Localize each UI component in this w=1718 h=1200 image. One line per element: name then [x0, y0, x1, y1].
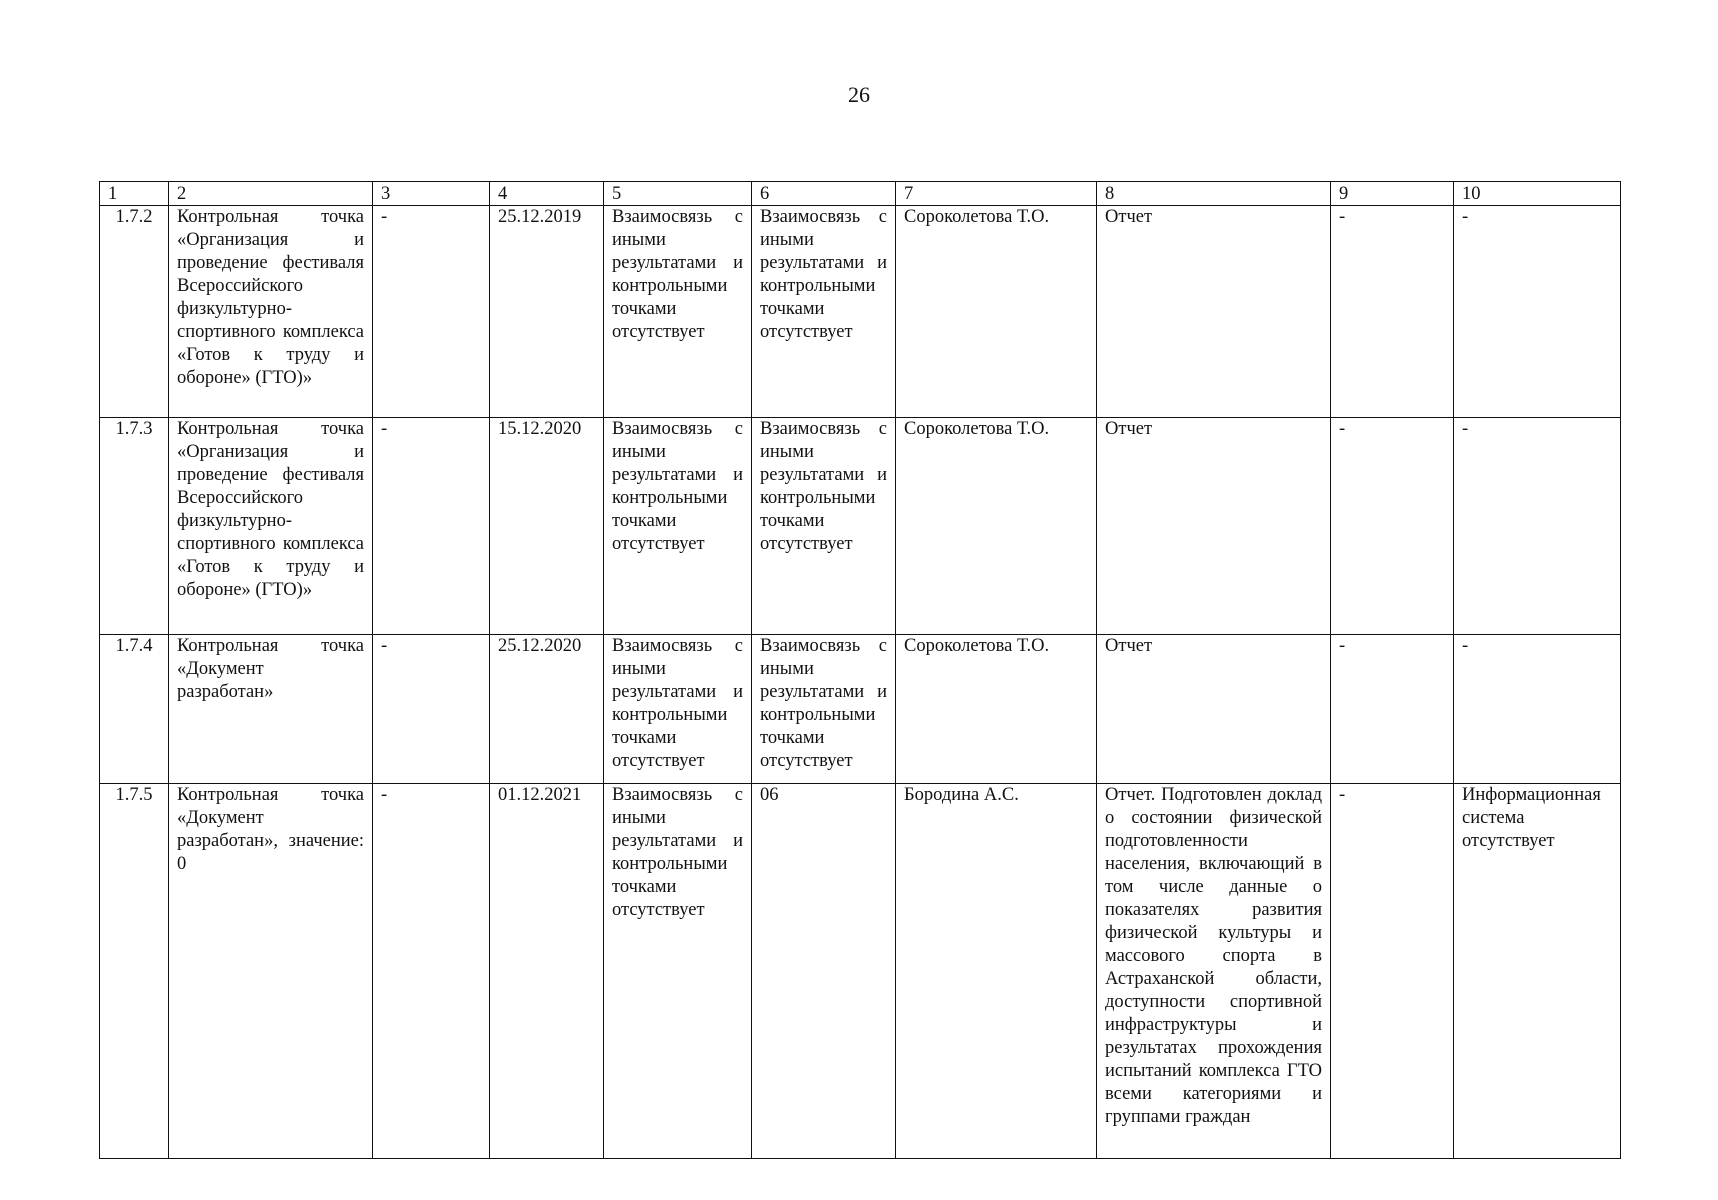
table-row — [100, 784, 1621, 1159]
responsible-cell: Бородина А.С. — [896, 784, 1097, 1159]
document-type-cell: Отчет — [1097, 206, 1331, 418]
table-row — [100, 206, 1621, 418]
end-date-cell: 15.12.2020 — [490, 418, 604, 635]
predecessor-cell: Взаимосвязь с иными результатами и контрольными точками отсутствует — [604, 635, 752, 784]
document-type-cell: Отчет — [1097, 635, 1331, 784]
level-control-cell: - — [1331, 206, 1454, 418]
start-date-cell: - — [373, 635, 490, 784]
successor-cell: Взаимосвязь с иными результатами и контрольными точками отсутствует — [752, 418, 896, 635]
level-control-cell: - — [1331, 784, 1454, 1159]
column-header: 5 — [604, 182, 752, 206]
column-header: 1 — [100, 182, 169, 206]
event-name-cell: Контрольная точка «Организация и проведение фестиваля Всероссийского физкультурно-спортивного комплекса «Готов к труду и обороне» (ГТО)» — [169, 418, 373, 635]
column-header: 3 — [373, 182, 490, 206]
end-date-cell: 25.12.2020 — [490, 635, 604, 784]
row-number-cell: 1.7.3 — [100, 418, 169, 635]
successor-cell: Взаимосвязь с иными результатами и контрольными точками отсутствует — [752, 206, 896, 418]
level-control-cell: - — [1331, 418, 1454, 635]
column-header: 2 — [169, 182, 373, 206]
column-header: 10 — [1454, 182, 1621, 206]
information-system-cell: - — [1454, 206, 1621, 418]
document-type-cell: Отчет — [1097, 418, 1331, 635]
successor-cell: Взаимосвязь с иными результатами и контрольными точками отсутствует — [752, 635, 896, 784]
column-header: 9 — [1331, 182, 1454, 206]
start-date-cell: - — [373, 784, 490, 1159]
column-header: 4 — [490, 182, 604, 206]
event-name-cell: Контрольная точка «Документ разработан» — [169, 635, 373, 784]
table-row — [100, 635, 1621, 784]
column-header: 6 — [752, 182, 896, 206]
end-date-cell: 01.12.2021 — [490, 784, 604, 1159]
information-system-cell: - — [1454, 635, 1621, 784]
start-date-cell: - — [373, 418, 490, 635]
responsible-cell: Сороколетова Т.О. — [896, 206, 1097, 418]
column-header: 7 — [896, 182, 1097, 206]
end-date-cell: 25.12.2019 — [490, 206, 604, 418]
page-number: 26 — [848, 82, 870, 107]
control-points-table — [99, 181, 1621, 1159]
table-header-row — [100, 182, 1621, 206]
predecessor-cell: Взаимосвязь с иными результатами и контрольными точками отсутствует — [604, 206, 752, 418]
row-number-cell: 1.7.5 — [100, 784, 169, 1159]
event-name-cell: Контрольная точка «Документ разработан», значение: 0 — [169, 784, 373, 1159]
column-header: 8 — [1097, 182, 1331, 206]
table-row — [100, 418, 1621, 635]
information-system-cell: Информационная система отсутствует — [1454, 784, 1621, 1159]
document-type-cell: Отчет. Подготовлен доклад о состоянии физической подготовленности населения, включающий в том числе данные о показателях развития физической культуры и массового спорта в Астраханской области, доступности спортивной инфраструктуры и результатах прохождения испытаний комплекса ГТО всеми категориями и группами граждан — [1097, 784, 1331, 1159]
row-number-cell: 1.7.2 — [100, 206, 169, 418]
successor-cell: 06 — [752, 784, 896, 1159]
predecessor-cell: Взаимосвязь с иными результатами и контрольными точками отсутствует — [604, 418, 752, 635]
row-number-cell: 1.7.4 — [100, 635, 169, 784]
predecessor-cell: Взаимосвязь с иными результатами и контрольными точками отсутствует — [604, 784, 752, 1159]
event-name-cell: Контрольная точка «Организация и проведение фестиваля Всероссийского физкультурно-спортивного комплекса «Готов к труду и обороне» (ГТО)» — [169, 206, 373, 418]
level-control-cell: - — [1331, 635, 1454, 784]
responsible-cell: Сороколетова Т.О. — [896, 418, 1097, 635]
start-date-cell: - — [373, 206, 490, 418]
responsible-cell: Сороколетова Т.О. — [896, 635, 1097, 784]
information-system-cell: - — [1454, 418, 1621, 635]
